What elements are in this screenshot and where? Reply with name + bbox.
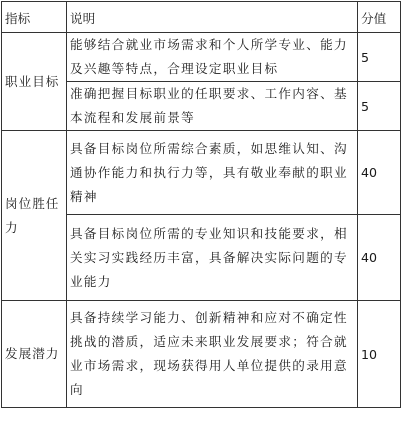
table-row [2, 131, 401, 215]
category-development-potential: 发展潜力 [2, 301, 67, 408]
table-row [2, 301, 401, 408]
category-career-goal: 职业目标 [2, 33, 67, 131]
description-cell: 具备持续学习能力、创新精神和应对不确定性挑战的潜质，适应未来职业发展要求；符合就业市场需求，现场获得用人单位提供的录用意向 [67, 301, 358, 408]
table-row [2, 33, 401, 82]
score-cell: 5 [358, 82, 401, 131]
header-indicator: 指标 [2, 2, 67, 33]
score-cell: 5 [358, 33, 401, 82]
score-cell: 40 [358, 131, 401, 215]
description-cell: 具备目标岗位所需综合素质，如思维认知、沟通协作能力和执行力等，具有敬业奉献的职业精神 [67, 131, 358, 215]
category-job-competency: 岗位胜任力 [2, 131, 67, 301]
description-cell: 准确把握目标职业的任职要求、工作内容、基本流程和发展前景等 [67, 82, 358, 131]
header-row [2, 2, 401, 33]
header-score: 分值 [358, 2, 401, 33]
header-description: 说明 [67, 2, 358, 33]
score-cell: 10 [358, 301, 401, 408]
description-cell: 具备目标岗位所需的专业知识和技能要求，相关实习实践经历丰富，具备解决实际问题的专业能力 [67, 215, 358, 301]
scoring-table [1, 1, 401, 408]
description-cell: 能够结合就业市场需求和个人所学专业、能力及兴趣等特点，合理设定职业目标 [67, 33, 358, 82]
score-cell: 40 [358, 215, 401, 301]
